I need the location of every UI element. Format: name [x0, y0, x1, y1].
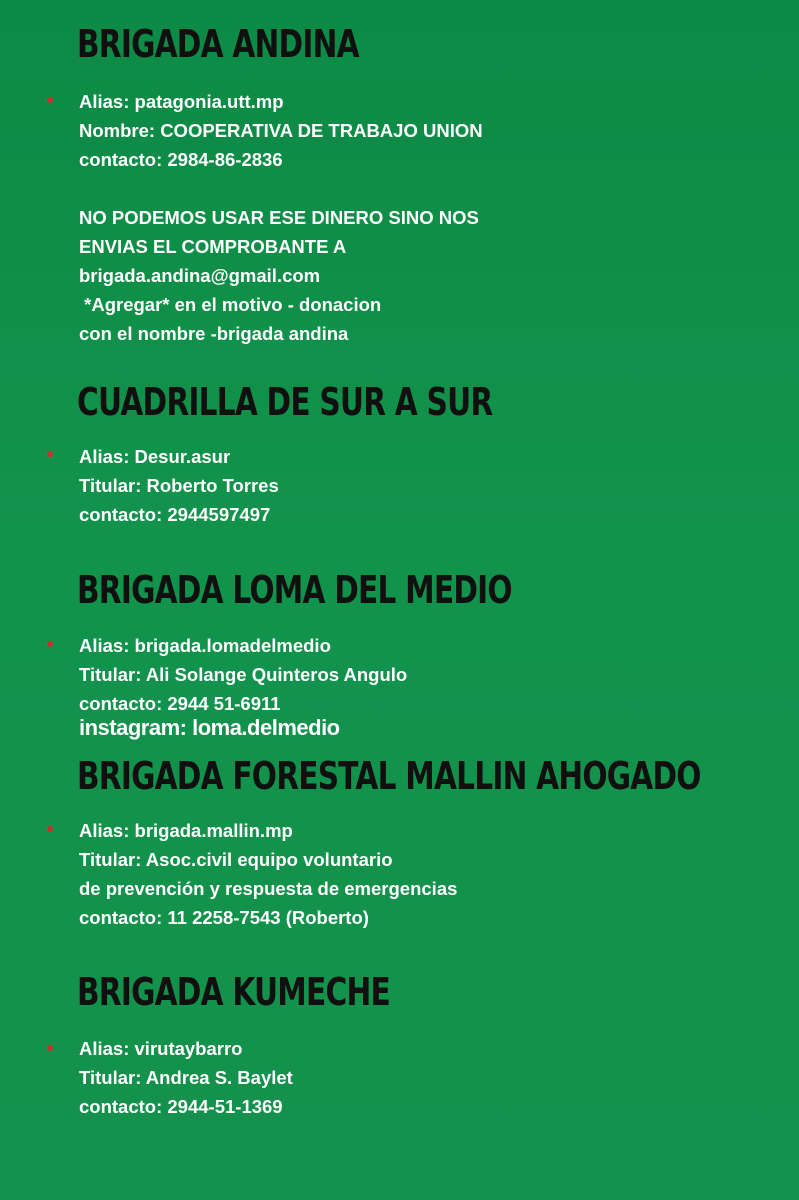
name-line: Nombre: COOPERATIVA DE TRABAJO UNION	[79, 120, 483, 141]
contact-line: contacto: 2944597497	[79, 504, 271, 525]
note-line: con el nombre -brigada andina	[79, 323, 349, 344]
note-line: *Agregar* en el motivo - donacion	[79, 294, 382, 315]
holder-line: Titular: Roberto Torres	[79, 475, 279, 496]
instagram-handle: instagram: loma.delmedio	[79, 715, 340, 740]
section-details	[79, 442, 279, 529]
contact-line: contacto: 2944 51-6911	[79, 693, 281, 714]
bullet-icon	[47, 451, 53, 457]
note-line: NO PODEMOS USAR ESE DINERO SINO NOS	[79, 207, 479, 228]
section-title: BRIGADA ANDINA	[77, 22, 359, 66]
alias-line: Alias: virutaybarro	[79, 1038, 243, 1059]
email-line: brigada.andina@gmail.com	[79, 265, 321, 286]
section-details	[79, 816, 457, 932]
section-title: CUADRILLA DE SUR A SUR	[77, 380, 493, 424]
contact-line: contacto: 2984-86-2836	[79, 149, 283, 170]
alias-line: Alias: brigada.lomadelmedio	[79, 635, 331, 656]
holder-line: Titular: Ali Solange Quinteros Angulo	[79, 664, 408, 685]
holder-line: Titular: Asoc.civil equipo voluntario	[79, 849, 393, 870]
bullet-icon	[47, 97, 53, 103]
section-details	[79, 631, 407, 718]
section-title: BRIGADA FORESTAL MALLIN AHOGADO	[77, 754, 701, 798]
contact-line: contacto: 11 2258-7543 (Roberto)	[79, 907, 369, 928]
spacer	[79, 174, 483, 203]
alias-line: Alias: Desur.asur	[79, 446, 231, 467]
alias-line: Alias: patagonia.utt.mp	[79, 91, 284, 112]
bullet-icon	[47, 641, 53, 647]
section-title: BRIGADA LOMA DEL MEDIO	[77, 568, 512, 612]
contact-line: contacto: 2944-51-1369	[79, 1096, 283, 1117]
bullet-icon	[47, 826, 53, 832]
section-details	[79, 1034, 293, 1121]
alias-line: Alias: brigada.mallin.mp	[79, 820, 293, 841]
bullet-icon	[47, 1045, 53, 1051]
holder-line: Titular: Andrea S. Baylet	[79, 1067, 293, 1088]
section-title: BRIGADA KUMECHE	[77, 970, 390, 1014]
holder-line-continued: de prevención y respuesta de emergencias	[79, 878, 458, 899]
section-details	[79, 87, 483, 348]
note-line: ENVIAS EL COMPROBANTE A	[79, 236, 347, 257]
